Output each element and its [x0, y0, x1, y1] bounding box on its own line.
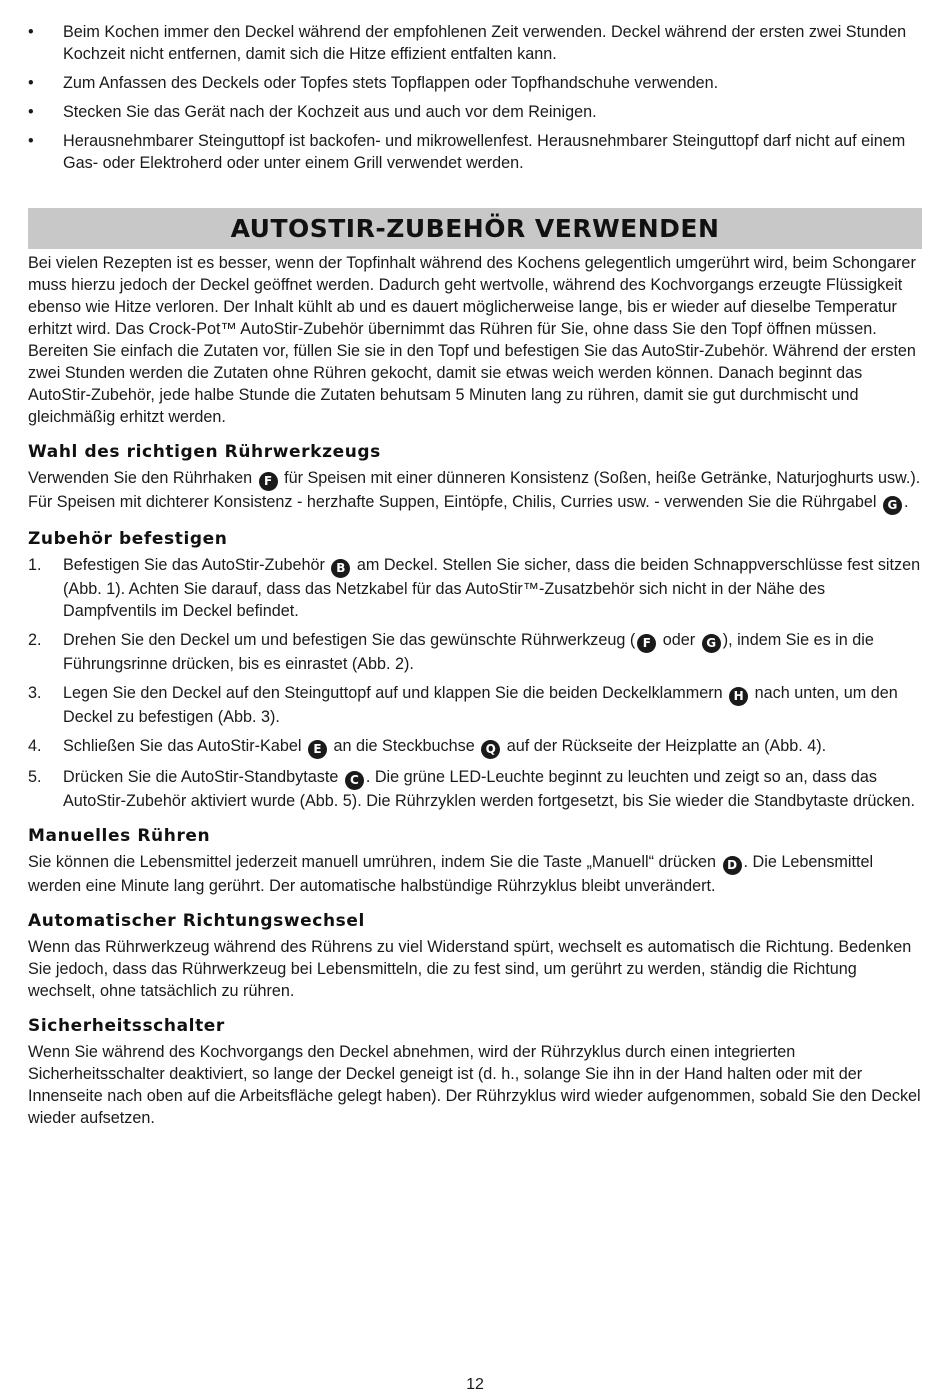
- badge-q-icon: Q: [481, 740, 500, 759]
- bullet-dot: •: [28, 74, 34, 92]
- bullet-item: [28, 130, 922, 174]
- sicherheit-paragraph: Wenn Sie während des Kochvorgangs den Deckel abnehmen, wird der Rührzyklus durch einen integrierten Sicherheitsschalter deaktiviert, so lange der Deckel geneigt ist (d. h., solange Sie ihn in der Hand halten oder mit der Innenseite nach oben auf die Arbeitsfläche gelegt haben). Der Rührzyklus wird wieder aufgenommen, sobald Sie den Deckel wieder aufsetzen.: [28, 1043, 921, 1127]
- step-text: Schließen Sie das AutoStir-Kabel: [63, 737, 306, 755]
- intro-paragraph: Bei vielen Rezepten ist es besser, wenn der Topfinhalt während des Kochens gelegentlich umgerührt wird, beim Schongarer muss hierzu jedoch der Deckel geöffnet werden. Dadurch geht wertvolle, während des Kochvorgangs erzeugte Flüssigkeit ebenso wie Hitze verloren. Der Inhalt kühlt ab und es dauert möglicherweise lange, bis er wieder auf dieselbe Temperatur erhitzt wird. Das Crock-Pot™ AutoStir-Zubehör übernimmt das Rühren für Sie, ohne dass Sie den Topf öffnen müssen. Bereiten Sie einfach die Zutaten vor, füllen Sie sie in den Topf und befestigen Sie das AutoStir-Zubehör. Während der ersten zwei Stunden werden die Zutaten ohne Rühren gekocht, damit sie etwas weich werden können. Danach beginnt das AutoStir-Zubehör, jede halbe Stunde die Zutaten behutsam 5 Minuten lang zu rühren, damit sie gut durchmischt und gleichmäßig erhitzt werden.: [28, 254, 916, 426]
- step-number: 2.: [28, 631, 42, 649]
- section-banner: [28, 208, 922, 249]
- wahl-text-2: für Speisen mit einer dünneren Konsistenz (Soßen, heiße Getränke, Naturjoghurts usw.). Für Speisen mit dichterer Konsistenz - herzhafte Suppen, Eintöpfe, Chilis, Curries usw. - verwenden Sie die Rührgabel: [28, 469, 921, 511]
- step-text: am Deckel. Stellen Sie sicher, dass die beiden Schnappverschlüsse fest sitzen (Abb. 1). Achten Sie darauf, dass das Netzkabel für das AutoStir™-Zusatzbehör sich nicht in der Nähe des Dampfventils im Deckel befindet.: [63, 556, 921, 620]
- heading-wahl: Wahl des richtigen Rührwerkzeugs: [28, 442, 381, 462]
- step-text: ), indem Sie es in die Führungsrinne drücken, bis es einrastet (Abb. 2).: [63, 631, 874, 673]
- bullet-text: Stecken Sie das Gerät nach der Kochzeit aus und auch vor dem Reinigen.: [63, 103, 597, 121]
- step-text: Drehen Sie den Deckel um und befestigen Sie das gewünschte Rührwerkzeug (: [63, 631, 636, 649]
- step-number: 5.: [28, 768, 42, 786]
- step-text: an die Steckbuchse: [328, 737, 480, 755]
- badge-f-icon: F: [259, 472, 278, 491]
- manuell-text-1: Sie können die Lebensmittel jederzeit manuell umrühren, indem Sie die Taste „Manuell“ drücken: [28, 853, 721, 871]
- bullet-text: Beim Kochen immer den Deckel während der empfohlenen Zeit verwenden. Deckel während der ersten zwei Stunden Kochzeit nicht entfernen, damit sich die Hitze effizient entfalten kann.: [63, 23, 907, 63]
- safety-bullet-list: [28, 21, 922, 174]
- bullet-dot: •: [28, 23, 34, 41]
- bullet-text: Herausnehmbarer Steinguttopf ist backofen- und mikrowellenfest. Herausnehmbarer Steinguttopf darf nicht auf einem Gas- oder Elektroherd oder unter einem Grill verwendet werden.: [63, 132, 906, 172]
- richtung-paragraph: Wenn das Rührwerkzeug während des Rührens zu viel Widerstand spürt, wechselt es automatisch die Richtung. Bedenken Sie jedoch, dass das Rührwerkzeug bei Lebensmitteln, die zu fest sind, um gerührt zu werden, ständig die Richtung wechselt, ohne tatsächlich zu rühren.: [28, 938, 912, 1000]
- step-text: Legen Sie den Deckel auf den Steinguttopf auf und klappen Sie die beiden Deckelklammern: [63, 684, 728, 702]
- badge-h-icon: H: [729, 687, 748, 706]
- bullet-item: [28, 72, 922, 94]
- step-item: [28, 554, 922, 622]
- bullet-item: [28, 101, 922, 123]
- step-text: nach unten, um den Deckel zu befestigen (Abb. 3).: [63, 684, 898, 726]
- bullet-dot: •: [28, 103, 34, 121]
- heading-sicherheit: Sicherheitsschalter: [28, 1016, 225, 1036]
- badge-b-icon: B: [331, 559, 350, 578]
- manuell-text-2: . Die Lebensmittel werden eine Minute lang gerührt. Der automatische halbstündige Rührzyklus bleibt unverändert.: [28, 853, 874, 895]
- heading-manuell: Manuelles Rühren: [28, 826, 211, 846]
- badge-f-icon: F: [637, 634, 656, 653]
- heading-befestigen: Zubehör befestigen: [28, 529, 228, 549]
- step-text: Befestigen Sie das AutoStir-Zubehör: [63, 556, 330, 574]
- step-number: 4.: [28, 737, 42, 755]
- step-text: Drücken Sie die AutoStir-Standbytaste: [63, 768, 343, 786]
- manuell-paragraph: [28, 851, 922, 897]
- step-number: 1.: [28, 556, 42, 574]
- step-item: [28, 629, 922, 675]
- badge-g-icon: G: [883, 496, 902, 515]
- step-item: [28, 735, 922, 759]
- document-page: [28, 21, 922, 1129]
- badge-c-icon: C: [345, 771, 364, 790]
- badge-d-icon: D: [723, 856, 742, 875]
- wahl-text-3: .: [903, 493, 909, 511]
- steps-list: [28, 554, 922, 812]
- step-text: auf der Rückseite der Heizplatte an (Abb. 4).: [502, 737, 827, 755]
- heading-richtung: Automatischer Richtungswechsel: [28, 911, 365, 931]
- badge-g-icon: G: [702, 634, 721, 653]
- step-text: oder: [658, 631, 700, 649]
- step-number: 3.: [28, 684, 42, 702]
- step-text: . Die grüne LED-Leuchte beginnt zu leuchten und zeigt so an, dass das AutoStir-Zubehör aktiviert wurde (Abb. 5). Die Rührzyklen werden fortgesetzt, bis Sie wieder die Standbytaste drücken.: [63, 768, 916, 810]
- wahl-paragraph: [28, 467, 922, 515]
- step-item: [28, 766, 922, 812]
- step-item: [28, 682, 922, 728]
- badge-e-icon: E: [308, 740, 327, 759]
- page-number: 12: [466, 1376, 484, 1393]
- bullet-item: [28, 21, 922, 65]
- section-title: AUTOSTIR-ZUBEHÖR VERWENDEN: [230, 213, 720, 243]
- bullet-dot: •: [28, 132, 34, 150]
- wahl-text-1: Verwenden Sie den Rührhaken: [28, 469, 257, 487]
- bullet-text: Zum Anfassen des Deckels oder Topfes stets Topflappen oder Topfhandschuhe verwenden.: [63, 74, 719, 92]
